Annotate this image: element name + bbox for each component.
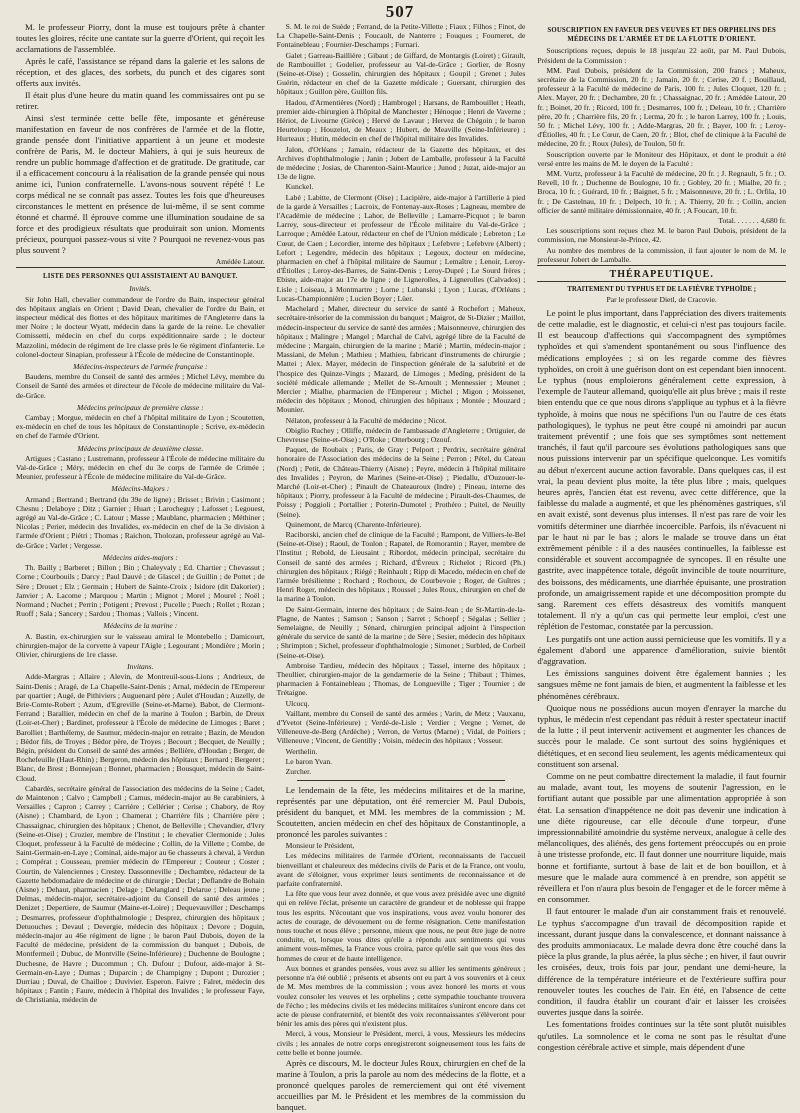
divider [16,267,265,268]
speech-paragraph: Aux bonnes et grandes pensées, vous avez su allier les sentiments généreux ; personne n'a été oublié ; présents et absents ont eu part à vos souvenirs et à ceux de M. Mes membres de la commission ; vous avez honoré les morts et vous voulez consoler les veuves et les orphelins ; cette sympathie touchante trouvera de l'écho ; les médecins civils et les médecins militaires s'uniront encore dans cet acte de pieuse confraternité, et bientôt des voix reconnaissantes s'élèveront pour bénir les amis des pères qui n'existent plus. [276,963,526,1029]
guest-list-continued [277,22,526,776]
list-item: Hadou, d'Armentières (Nord) ; Hambrogel ; Harsans, de Rambouillet ; Heath, premier aide-chirurgien à l'hôpital de Manchester ; Hénoque ; Henri de Vaverne ; Hériot, de Livourne (Grèce) ; Hervé de Lavaur ; Hervez de Chégoin ; le baron Heurteloup ; Houzelot, de Meaux ; Hubert, de Meaville (Seine-Inférieure) ; Hurteaux ; Hutin, médecin en chef de l'hôpital militaire des Invalides. [276,97,526,144]
list-section-text: A. Bastin, ex-chirurgien sur le vaisseau amiral le Montebello ; Damicourt, chirurgien-major de la corvette à vapeur l'Aigle ; Legourant ; Mondière ; Morin ; Olivier, chirurgiens de 1re classe. [16,631,265,659]
paragraph: Ainsi s'est terminée cette belle fête, imposante et généreuse manifestation en faveur de nos confrères de l'armée et de la flotte, grande pensée dont l'initiative appartient à un jeune et modeste confrère de Paris, M. le docteur Mahiers, à qui je suis heureux de rendre un public hommage d'affection et de gratitude. De gratitude, car il a efficacement concouru à la réalisation de la grande pensée qui nous anime ici, l'union confraternelle. L'avons-nous souvent répété ! Le corps médical ne se connaît pas assez. Toutes les fois que d'heureuses circonstances le mettent en présence de lui-même, il se sent comme étonné et charmé. Il éprouve comme une illumination soudaine de sa force et des prodigieux résultats que produirait son union. Moments précieux, pourquoi passez-vous si vite ? Pourquoi ne revenez-vous pas plus souvent ? [16,113,265,255]
subscription-total: Total. . . . . . . 4,680 fr. [718,216,787,226]
closing-paragraph [277,1058,526,1113]
list-section-title: Médecins de la marine : [103,621,178,631]
list-section-title: Médecins principaux de première classe : [77,402,204,412]
list-item: Ambroise Tardieu, médecin des hôpitaux ; Tassel, interne des hôpitaux ; Theullier, chirurgien-major de la gendarmerie de la Seine ; Thibaut ; Thimes, pharmacien à Fontainebleau ; Thomas, de Longueville ; Tiger ; Tournier ; de Trétaigne. [276,660,526,698]
guest-list [16,284,265,1004]
article-paragraph: Les purgatifs ont une action aussi pernicieuse que les vomitifs. Il y a également d'abord une apparence d'amélioration, suivie bientôt d'aggravation. [537,633,787,666]
section-title: THÉRAPEUTIQUE. [609,269,714,281]
article-paragraph: Les fomentations froides continues sur la tête sont plutôt nuisibles qu'utiles. La somnolence et le coma ne sont pas le résultat d'une congestion cérébrale active et simple, mais dépendent d'une [537,1019,787,1052]
article-paragraph: Quoique nous ne possédions aucun moyen d'enrayer la marche du typhus, le médecin n'est cependant pas réduit à rester spectateur inactif de la lutte ; il peut intervenir activement et augmenter les chances de succès pour le malade. Ce sont surtout des soins hygiéniques et diététiques, et en second lieu seulement, les agents médicamenteux qui constituent son arsenal. [537,702,787,769]
list-item: Le baron Yvan. [285,756,333,766]
list-section-text: Baudens, membre du Conseil de santé des armées ; Michel Lévy, membre du Conseil de Santé des armées et directeur de l'école de médecine militaire du Val-de-Grâce. [16,372,265,400]
paragraph: Après ce discours, M. le docteur Jules Roux, chirurgien en chef de la marine à Toulon, a pris la parole au nom des médecins de la flotte, et a prononcé quelques paroles de remerciement qui ont été vivement accueillies par M. le Président et les membres de la commission du banquet. [276,1057,526,1112]
list-item: Zurcher. [285,767,312,777]
list-section-text: Artigues ; Castano ; Lustremann, professeur à l'École de médecine militaire du Val-de-Grâce ; Méry, médecin en chef du 3e corps de l'armée de Crimée ; Meunier, professeur à l'École de médecine militaire du Val-de-Grâce. [16,453,265,482]
list-section-text: Sir John Hall, chevalier commandeur de l'ordre du Bain, inspecteur général des hôpitaux anglais en Orient ; David Dean, chevalier de l'ordre du Bain, et inspecteur médical des flottes et des hôpitaux maritimes de l'Angleterre dans la mer Noire ; le docteur Wyatt, médecin dans la garde de la reine. Le chevalier Comissetti, médecin en chef du corps expéditionnaire sarde ; le docteur Mazzolini, médecin de régiment de 1re classe près le 6e régiment d'infanterie. Le colonel-docteur Sinapian, professeur à l'École de médecine de Constantinople. [16,294,265,359]
list-item: Jalon, d'Orléans ; Jamain, rédacteur de la Gazette des hôpitaux, et des Archives d'ophthalmologie ; Janin ; Jobert de Lamballe, professeur à la Faculté de médecine ; Josias, de Charenton-Saint-Maurice ; Junod ; Juzat, aide-major au 13e de ligne. [276,144,526,182]
speech-paragraph: Merci, à vous, Monsieur le Président, merci, à vous, Messieurs les médecins civils ; les annales de notre corps enregistreront soigneusement tous les faits de cette belle et bonne journée. [276,1029,526,1057]
list-item: Quinemont, de Marcq (Charente-Inférieure). [285,519,422,529]
list-section-text: Cabardès, secrétaire général de l'association des médecins de la Seine ; Cadet, de Maintenon ; Calvo ; Campbell ; Camus, médecin-major au 8e carabiniers, à Versailles ; Capron ; Carrey ; Carrière ; Cellérier ; Cerise ; Chabory, de Roy (Aisne) ; Chambard, de Lyon ; Chamerat ; Charrière fils ; Charrière père ; Chassaignac, chirurgien des hôpitaux ; Chenot, de Belleville ; Chevandier, d'Ivry (Seine-et-Oise) ; Crozier, membre de l'Institut ; le chevalier Clermonide ; Jules Cloquet, professeur à la Faculté de médecine ; Collin, de la Villette ; Combe, de Saint-Germain-en-Laye ; Cominal, aide-major au 6e chasseurs à cheval, à Verdun ; Compérat ; Cousseau, premier médecin de l'Empereur ; Couteur ; Coster ; Courtin, de Valenciennes ; Crestey. Dassonneville ; Dechambre, rédacteur de la Gazette hebdomadaire de médecine et de chirurgie ; Declat ; Deflandre de Bohain (Aisne) ; Dehaut, pharmacien ; Delage ; Delanglard ; Delarue ; Deleau jeune ; Delmas, médecin-major, secrétaire-adjoint du Conseil de santé des armées ; Denizet ; Depertiere, de Saumur (Maine-et-Loire) ; Dequevauviller ; Deschamps ; Desmarres, professeur d'ophthalmologie ; Desprez, chirurgien des hôpitaux ; Detuouches ; Devaul ; Devergie, médecin des hôpitaux ; Devore ; Doguin, médecin-major au 46e régiment de ligne ; le baron Paul Dubois, doyen de la Faculté de médecine, président de la commission du banquet ; Dubois, de Montfermeil ; Dubuc, de Montville (Seine-Inférieure) ; Duchenne de Boulogne ; Duchesne, de Havre ; Ducommun ; Ch. Dufour ; Dufour, aide-major à St-Germain-en-Laye ; Dumas ; Duparcin ; de Champigny ; Dupont ; Durozier ; Durriau ; Duval, de Chailloe ; Duvivier. Esperon. Faivre ; Falret, médecin des hôpitaux ; Fantin ; Faure, médecin à l'hôpital des Invalides ; le professeur Faye, de Christiania, médecin de [16,783,265,1005]
speech-paragraph: La fête que vous leur avez donnée, et que vous avez présidée avec une dignité qui en relève l'éclat, présente un caractère de grandeur et de noblesse qui frappe tous les esprits. N'écoutant que vos inspirations, vous avez voulu honorer des actes de courage, de dévouement ou de ferme résignation. Cette manifestation nous touche et nous élève ; personne, mieux que nous, ne peut être juge de notre conduite, et, lorsque vous dites qu'elle a répondu aux sentiments qui vous animent vous-mêmes, la France vous croira, parce qu'elle sait que vous êtes des hommes de cœur et de haute intelligence. [276,889,526,963]
divider [537,281,786,282]
guest-list-heading: LISTE DES PERSONNES QUI ASSISTAIENT AU BANQUET. [42,273,238,281]
paragraph: Il était plus d'une heure du matin quand les commissaires ont pu se retirer. [16,90,265,111]
list-section-title: Médecins principaux de deuxième classe. [77,443,204,453]
article-paragraph: Il faut entourer le malade d'un air constamment frais et renouvelé. Le typhus s'accompagne d'un travail de décomposition rapide et incessant, durant jusque dans la convalescence, et donnant naissance à des produits ammoniacaux. Le malade devra donc être couché dans la pièce la plus grande, la plus aérée, la plus sèche ; en hiver, il faut ouvrir les croisées, deux, trois fois par jour, pendant une demi-heure, la différence de la température intérieure et de l'extérieure suffira pour renouveler toutes les couches de l'air. En été, en l'absence de cette condition, il faudra établir un courant d'air et laisser les croisées ouvertes jusque dans la soirée. [537,906,787,1018]
thanks-visit-paragraph [277,785,526,840]
list-item: De Saint-Germain, interne des hôpitaux ; de Saint-Jean ; de St-Martin-de-la-Plagne, de Nantes ; Samson ; Sanson ; Sarret ; Schoepf ; Ségalas ; Sellier ; Semelaigne, de Neuilly ; Sénard, chirurgien principal adjoint à l'inspection générale du service de santé de la marine ; de Sère ; Sesier, médecin des hôpitaux ; Shrimpton ; Sichel, professeur d'ophthalmologie ; Simonet ; Surbled, de Corbeil (Seine-et-Oise). [276,604,526,660]
list-section-text: Cambay ; Morgue, médecin en chef à l'hôpital militaire de Lyon ; Scoutetten, ex-médecin en chef de tous les hôpitaux de Constantinople ; Scrive, ex-médecin en chef de l'armée d'Orient. [16,413,265,441]
article-paragraph: Les émissions sanguines doivent être également bannies ; les sangsues même ne font jamais de bien, et augmentent la faiblesse et les phénomènes cérébraux. [537,668,787,701]
scoutetten-speech [277,841,526,1057]
intro-signature: Amédée Latour. [215,257,265,266]
list-item: Galet ; Garreau-Baillière ; Gibaut ; de Giffard, de Montargis (Loiret) ; Girault, de Rambouillet ; Godelier, professeur au Val-de-Grâce ; Gorlier, de Rosny (Seine-et-Oise) ; Gosselin, chirurgien des hôpitaux ; Goupil ; Grenet ; Jules Guérin, rédacteur en chef de la Gazette médicale ; Guersant, chirurgien des hôpitaux ; Guillon père, Guillon fils. [276,50,526,97]
article-paragraph: Le point le plus important, dans l'appréciation des divers traitements de cette maladie, est le diagnostic, et celui-ci n'est pas toujours facile. Il est beaucoup d'affections qui s'accompagnent des symptômes typhoïdes et qui s'amendent spontanément ou sous l'influence des médications employées ; si on les regarde comme des fièvres typhoïdes, on croit à une guérison dont on est cependant bien innocent. Le typhus (nous emploierons généralement cette expression, à l'exemple de l'auteur allemand, quoiqu'elle ait plus brève ; mais il reste bien entendu que ce que nous dirons s'applique au typhus et à la fièvre typhoïde, à moins que nous ne spécifions l'un ou l'autre de ces états pathologiques), le typhus ne peut être coupé ni amoindri par aucun traitement préventif ; une fois que ses symptômes sont nettement tranchés, il faut qu'il parcoure ses évolutions pathologiques sans que nous puissions intervenir par un spécifique quelconque. Les vomitifs au début n'exercent aucune action favorable. Dans quelques cas, il est vrai, la peau devient plus moite, la tête plus libre ; mais, quelques heures après, l'ancien état est revenu, avec cette différence, que la faiblesse du malade a augmenté, et que les phénomènes gastriques, s'il en avait existé, sont devenus plus intenses. Il n'est pas rare de voir les vomitifs déterminer une diarrhée incoercible. Parfois, ils n'évacuent ni par le haut ni par le bas ; alors le malade se trouve dans un état extrêmement pénible : il a des nausées continuelles, la faiblesse est considérable et souvent accompagnée de syncopes. Il en résulte une gastrite, avec inappétence totale, dégoût invincible de toute nourriture, des boissons, des médicaments, une diarrhée épuisante, une prostration profonde, un amaigrissement rapide et une décomposition prompte du sang. Rarement ces effets désastreux des vomitifs manquent totalement. Il n'y a qu'un cas qui permette leur emploi, c'est une réplétion de l'estomac, constatée par la percussion. [537,307,787,632]
list-section-title: Invitans. [127,662,154,672]
paragraph: Après le café, l'assistance se répand dans la galerie et les salons de réception, et des glaces, des sorbets, du punch et des cigares sont offerts aux invités. [16,56,265,88]
article-paragraph: Comme on ne peut combattre directement la maladie, il faut fournir au malade, avant tout, les moyens de soutenir l'agression, en le fortifiant autant que possible par une alimentation appropriée à son état. La sensation d'inappétence ne doit pas devenir une indication à une diète rigoureuse, car elle découle d'une torpeur, d'une impressionnabilité amoindrie du système nerveux, analogue à celle des mélancoliques, des aliénés, des gens fortement préoccupés ou en proie à une tristesse profonde, etc. Il faut donner une nourriture liquide, mais bonne et fortifiante, surtout à base de lait et de bon bouillon, et à mesure que le malade aura commencé à en prendre, son appétit se réveillera et l'on n'aura plus besoin de l'engager et de le forcer même à en consommer. [537,771,787,905]
list-item: Obiglio Ruchey ; Olliffe, médecin de l'ambassade d'Angleterre ; Ortiguier, de Chevreuse (Seine-et-Oise) ; O'Roke ; Otterbourg ; Ozouf. [276,425,526,444]
speech-paragraph: Les médecins militaires de l'armée d'Orient, reconnaissants de l'accueil bienveillant et chaleureux des médecins civils de Paris et de la France, ont voulu, avant de s'éloigner, vous exprimer leurs sentiments de reconnaissance et de parfaite confraternité. [276,851,526,889]
list-section-text: Armand ; Bertrand ; Bertrand (du 39e de ligne) ; Brisset ; Brivin ; Casimont ; Chesnu ; Delaboye ; Ditz ; Garnier ; Huart ; Larocheguy ; Lafosset ; Legouest, agrégé au Val-de-Grâce ; C. Latour ; Masse ; Maublanc, pharmacien ; Méthiner ; Nicolas ; Perier, médecin des Invalides, ex-médecin en chef de la 3e division à l'armée d'Orient ; Piétri ; Thomas ; Raichon, Tholozan, professeur agrégé au Val-de-Grâce ; Varlet ; Vergesse. [16,494,265,550]
list-section-text: Adde-Margras ; Allaire ; Alevin, de Montreuil-sous-Lions ; Andrieux, de Saint-Denis ; Aragé, de La Chapelle-Saint-Denis ; Arnal, médecin de l'Empereur par quartier ; Augé, de Pithiviers ; Auguenard père ; Aulet d'Houdan ; Auzelly, de Brie-Comte-Robert ; Azum, d'Egreville (Seine-et-Marne). Babot, de Clermont-Ferrand ; Barallier, médecin en chef de la marine à Toulon ; Barbin, de Dreux (Loir-et-Cher) ; Bardinet, professeur à l'École de médecine de Limoges ; Baret ; Barolliet ; Barthélemy, de Saumur, médecin-major en retraite ; Bazin, de Meudon ; Bédor fils, de Troyes ; Bédor père, de Troyes ; Becourt ; Becquet, de Neuilly ; Bégin, président du Conseil de santé des armées ; Bellière, d'Houdan ; Berger, de Rochefeuille (Haut-Rhin) ; Bergeron, médecin des hôpitaux ; Bernard ; Bergeret ; Blanc, de Brest ; Bonnejean ; Bonnet, pharmacien ; Bousquet, médecin de Saint-Cloud. [16,672,265,783]
subscription-notes [537,226,786,264]
list-item: Labé ; Labitte, de Clermont (Oise) ; Lacipière, aide-major à l'artillerie à pied de la garde à Versailles ; Lacroix, de Fontenay-aux-Roses ; Lagneau, membre de l'Académie de médecine ; Lahor, de Belleville ; Lamarre-Picquot ; le baron Larrey, sous-directeur et professeur de l'École militaire du Val-de-Grâce ; Larroque ; Amédée Latour, rédacteur en chef de l'Union médicale ; Lebreton ; Le Cœur, de Caen ; Lecordier, interne des hôpitaux ; Lefebvre ; Lefebvre (Albert) ; Lefort ; Legendre, médecin des hôpitaux ; Legoux, docteur en médecine, pharmacien en chef à l'hôpital militaire de Saumur ; Lemaître ; Lenoir, Leroy-d'Étiolles ; Leroy-des-Barres, de Saint-Denis ; Leroy-Dupré ; Le Sourd frères ; Ebiste, aide-major au 17e de ligne ; de Lignerolles, à Lignerolles (Calvados) ; Lisle ; Loiseau, à Montmartre ; Lorne ; Lubanski ; Lyon ; Lucas, d'Orléans ; Lucas-Championnière ; Lucien Boyer ; Lüer. [276,192,526,303]
divider [537,265,786,266]
article-body [537,308,786,1053]
list-item: Paquet, de Roubaix ; Paris, de Gray ; Pelport ; Perdrix, secrétaire général honoraire de l'Association des médecins de la Seine ; Perron ; Pétel, du Cateau (Nord) ; Petit, de Château-Thierry (Aisne) ; Peyre, médecin à l'hôpital militaire des Invalides ; Peyron, de Marines (Seine-et-Oise) ; Piedallu, d'Ouzouer-le-Marché (Loir-et-Cher) ; Pinault de Chateauroux (Indre) ; Pineau, interne des hôpitaux ; Piorry, professeur à la Faculté de médecine ; Pirault-des-Chaumes, de Poissy ; Poggioli ; Portallier ; Poterin-Dumotel ; Prothéro ; Puitel, de Neuilly (Seine). [276,445,526,519]
column-2 [276,22,526,1112]
column-1 [16,22,265,1102]
list-item: Vaillant, membre du Conseil de santé des armées ; Varin, de Metz ; Vauxanu, d'Yvetot (Seine-Inférieure) ; Verdé-de-Lisle ; Verdier ; Vergne ; Vernet, de Villeneuve-de-Berg (Ardèche) ; Verron, de Vertus (Marne) ; Vidal, de Poitiers ; Villeneuve ; Vincent, de Gentilly ; Voisin, médecin des hôpitaux ; Vosseur. [276,708,526,746]
list-section-title: Invités. [129,284,152,294]
list-item: Machelard ; Maher, directeur du service de santé à Rochefort ; Maheux, secrétaire-trésorier de la commission du banquet ; Maigrot, de St-Dizier ; Maillot, médecin-inspecteur du service de santé des armées ; Maisonneuve, chirurgien des hôpitaux ; Malingre ; Mangel ; Marchal de Calvi, agrégé libre de la Faculté de médecine ; Margain, chirurgien de la marine ; Marié ; Martin, médecin-major ; Massiani, de Melun ; Mathieu ; Mathieu, fabricant d'instruments de chirurgie ; Mattei ; Alex. Mayer, médecin de l'inspection générale de la salubrité et de l'hospice des Quinze-Vingts ; Mazard, de Limoges ; Meding, président de la société médicale allemande ; Mellet de St-Arnoult ; Mennessier ; Meunet ; Mercier ; Mialhe, pharmacien de l'Empereur ; Michel ; Migon ; Moissenet, médecin des hôpitaux ; Monod, chirurgien des hôpitaux ; Montée ; Mouzard ; Mounier. [276,304,526,415]
paragraph: M. le professeur Piorry, dont la muse est toujours prête à chanter toutes les gloires, récite une cantate sur la guerre d'Orient, qui reçoit les acclamations de l'assemblée. [16,22,265,54]
column-3 [537,22,786,1102]
list-item: Raciborski, ancien chef de clinique de la Faculté ; Rampont, de Villiers-le-Bel (Seine-et-Oise) ; Raoul, de Toulon ; Rapatel, de Romorantin ; Rayer, membre de l'Institut ; Rebold, de Lieusaint ; Ribordot, médecin principal, secrétaire du Conseil de santé des armées ; Richard, d'Évreux ; Richelot ; Ricord (Ph.) chirurgien des hôpitaux ; Riégé ; Reinhault ; Ripp di Macedo, médecin en chef de l'armée brésilienne ; Rochard ; Rochoux, de Courbevoie ; Roger, de Guîtres ; Henri Roger, médecin des hôpitaux ; Roussel ; Jules Roux, chirurgien en chef de la marine à Toulon. [276,529,526,604]
paragraph: Le lendemain de la fête, les médecins militaires et de la marine, représentés par une députation, ont été remercier M. Paul Dubois, président du banquet, et MM. les membres de la commission ; M. Scoutetten, ancien médecin en chef des hôpitaux de Constantinople, a prononcé les paroles suivantes : [276,785,526,840]
list-section-text: Th. Bailly ; Barberet ; Billon ; Bin ; Chaleyvaly ; Ed. Chartier ; Chevassut ; Corne ; Courbouils ; Darcy ; Paul Dauvé ; de Glascel ; de Guillin ; de Pottet ; de Sère ; Drouet ; Elz ; Germain ; Hubert de Sainte-Croix ; Isidore (dit Dakorier) ; Janvier ; A. Lacome ; Marquou ; Martin ; Mignot ; Morel ; Mourel ; Noël ; Normand ; Nuchet ; Perrin ; Potigent ; Prevost ; Pucelle ; Puech ; Rollet ; Rozan ; Ruoff ; Sala ; Sancery ; Sardou ; Thomas ; Vallois ; Vincent. [16,563,265,619]
list-item: Kunckel. [285,182,314,192]
subscription-paragraph: Souscriptions reçues, depuis le 18 jusqu'au 22 août, par M. Paul Dubois, Président de la Commission : [537,46,787,65]
list-item: Werthelin. [285,746,318,756]
list-item: Ulcocq. [285,698,310,708]
banquet-report-intro [16,22,265,256]
divider [297,780,506,781]
subscription-paragraph: Souscription ouverte par le Moniteur des Hôpitaux, et dont le produit a été versé entre les mains de M. le doyen de la Faculté : [537,149,787,168]
list-item: Nélaton, professeur à la Faculté de médecine ; Nicot. [285,415,447,425]
subscription-paragraph: MM. Paul Dubois, président de la Commission, 200 francs ; Maheux, secrétaire de la Commission, 20 fr. ; Jamain, 20 fr. ; Cerise, 20 f. ; Bouillaud, professeur à la Faculté de médecine de Paris, 100 fr. ; Jules Cloquet, 120 fr. ; Alex. Mayer, 20 fr. ; Dechambre, 20 fr. ; Chassaignac, 20 fr. ; Amédée Latour, 20 fr. ; Boinet, 20 fr. ; Ricord, 100 fr. ; Desmarres, 100 fr. ; Deleau, 10 fr. ; Charrière père, 20 fr. ; Charrière fils, 20 fr. ; Lerma, 20 fr. ; le baron Larrey, 100 fr. ; Louis, 50 fr. ; Michel Lévy, 100 fr. ; Adde-Margras, 20 fr. ; Bayer, 100 fr. ; Leroy-d'Étiolles, 40 fr. ; Le Cœur, de Caen, 20 fr. ; Blot, chef de clinique à la Faculté de médecine, 20 fr. ; Roux (Jules), de Toulon, 50 fr. [537,65,787,149]
article-title: TRAITEMENT DU TYPHUS ET DE LA FIÈVRE TYPHOÏDE ; [567,286,757,294]
subscription-list [537,46,786,215]
list-section-title: Médecins-Majors : [111,484,170,494]
list-section-title: Médecins-inspecteurs de l'armée française : [73,362,208,372]
speech-paragraph: Monsieur le Président, [285,841,355,851]
page-number: 507 [385,2,415,21]
paragraph: Au nombre des membres de la commission, il faut ajouter le nom de M. le professeur Jobert de Lamballe. [537,245,787,264]
subscription-paragraph: MM. Vurtz, professeur à la Faculté de médecine, 20 fr. ; J. Regnault, 5 fr. ; O. Revell, 10 fr. ; Duchenne de Boulogne, 10 fr. ; Gobley, 20 fr. ; Mialhe, 20 fr. ; Broca, 10 fr. ; Guérard, 10 fr. ; Baignet, 5 fr. ; Maisonneuve, 20 fr. ; L. Orfila, 10 fr. ; De Castelnau, 10 fr. ; Delpech, 10 fr. ; A. Thierry, 20 fr. ; Collin, ancien officier de santé militaire démissionnaire, 40 fr. ; A Foucart, 10 fr. [537,169,787,215]
article-author: Par le professeur Dietl, de Cracovie. [606,295,717,305]
subscription-heading: SOUSCRIPTION EN FAVEUR DES VEUVES ET DES ORPHELINS DES MÉDECINS DE L'ARMÉE ET DE LA FLOTTE D'ORIENT. [547,27,776,44]
columns [16,22,787,1112]
paragraph: Les souscriptions sont reçues chez M. le baron Paul Dubois, président de la commission, rue Monsieur-le-Prince, 42. [537,226,787,245]
list-item: S. M. le roi de Suède ; Ferrand, de la Petite-Villette ; Fiaux ; Filhos ; Finot, de La Chapelle-Saint-Denis ; Foucault, de Nanterre ; Fouques ; Fourneret, de Fontainebleau ; Fournier-Deschamps ; Furnari. [276,22,526,50]
list-section-title: Médecins aides-majors : [102,552,178,562]
